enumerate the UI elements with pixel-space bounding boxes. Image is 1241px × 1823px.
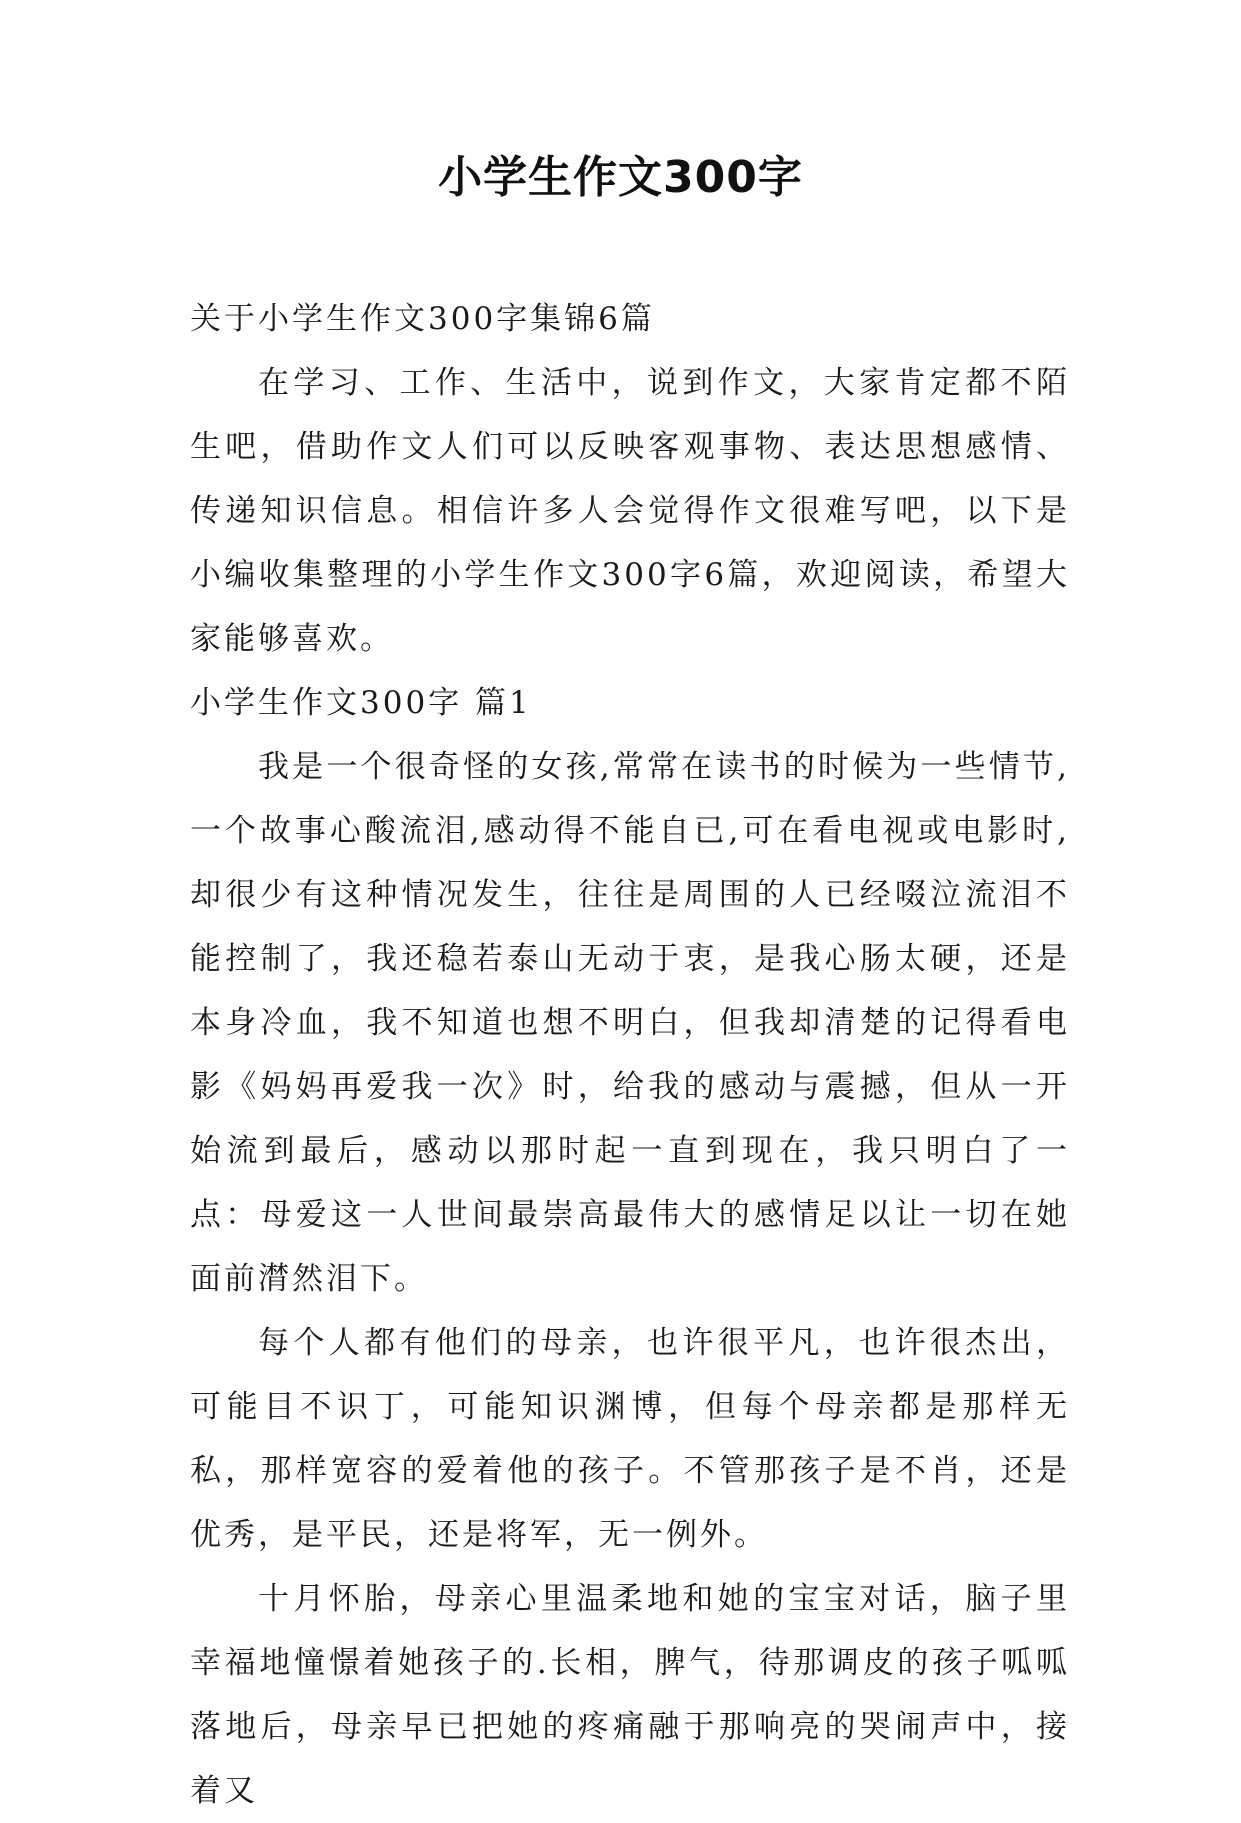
section-heading-1: 小学生作文300字 篇1 <box>190 685 532 721</box>
body-paragraph: 我是一个很奇怪的女孩,常常在读书的时候为一些情节,一个故事心酸流泪,感动得不能自已,可在看电视或电影时,却很少有这种情况发生，往往是周围的人已经啜泣流泪不能控制了，我还稳若泰山无动于衷，是我心肠太硬，还是本身冷血，我不知道也想不明白，但我却清楚的记得看电影《妈妈再爱我一次》时，给我的感动与震撼，但从一开始流到最后，感动以那时起一直到现在，我只明白了一点：母爱这一人世间最崇高最伟大的感情足以让一切在她面前潸然泪下。 <box>190 749 1070 1297</box>
intro-heading: 关于小学生作文300字集锦6篇 <box>190 301 655 337</box>
intro-paragraph: 在学习、工作、生活中，说到作文，大家肯定都不陌生吧，借助作文人们可以反映客观事物、表达思想感情、传递知识信息。相信许多人会觉得作文很难写吧，以下是小编收集整理的小学生作文300字6篇，欢迎阅读，希望大家能够喜欢。 <box>190 365 1070 657</box>
body-paragraph: 每个人都有他们的母亲，也许很平凡，也许很杰出，可能目不识丁，可能知识渊博，但每个母亲都是那样无私，那样宽容的爱着他的孩子。不管那孩子是不肖，还是优秀，是平民，还是将军，无一例外。 <box>190 1325 1070 1553</box>
document-title: 小学生作文300字 <box>438 152 803 203</box>
document-body <box>190 287 1070 1823</box>
body-paragraph: 十月怀胎，母亲心里温柔地和她的宝宝对话，脑子里幸福地憧憬着她孩子的.长相，脾气，待那调皮的孩子呱呱落地后，母亲早已把她的疼痛融于那响亮的哭闹声中，接着又 <box>190 1581 1070 1809</box>
